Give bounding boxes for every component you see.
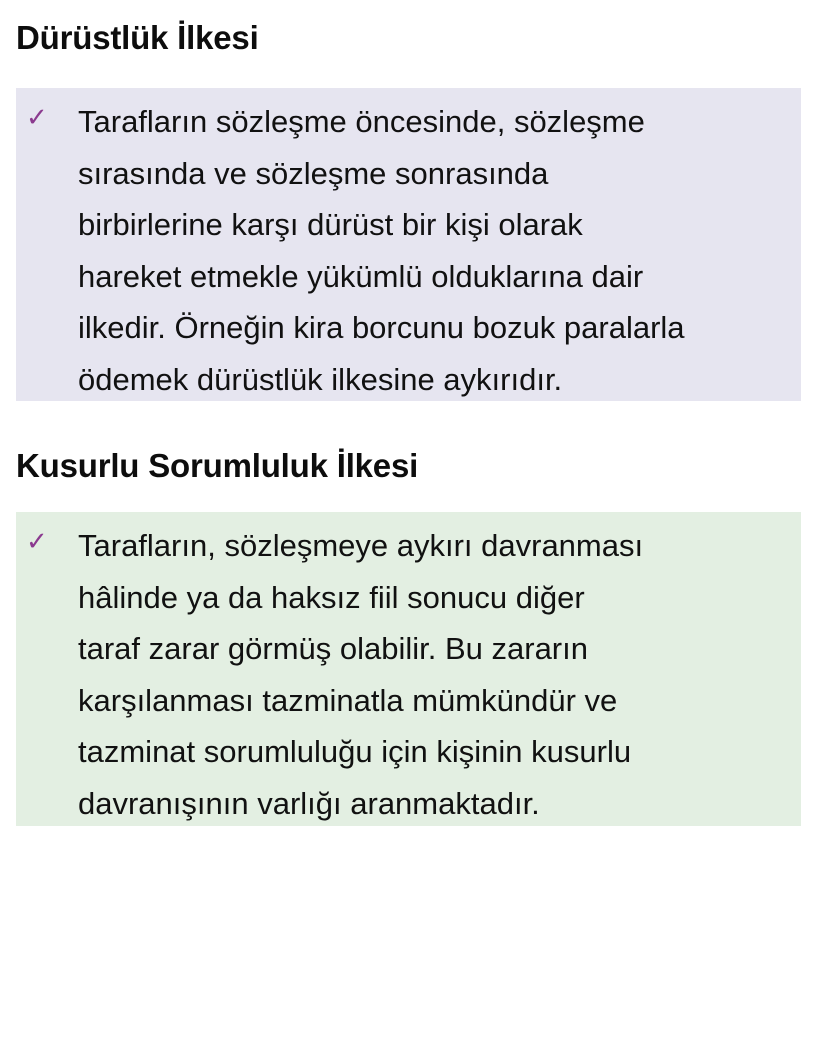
check-icon: ✓ xyxy=(26,526,48,556)
section-title-durustluk: Dürüstlük İlkesi xyxy=(16,19,259,56)
text-line: ödemek dürüstlük ilkesine aykırıdır. xyxy=(78,361,563,397)
text-line: hareket etmekle yükümlü olduklarına dair xyxy=(78,258,644,294)
text-line: Tarafların, sözleşmeye aykırı davranması xyxy=(78,528,644,563)
text-line: karşılanması tazminatla mümkündür ve xyxy=(78,682,618,718)
kusurlu-sorumluluk-description xyxy=(78,520,798,830)
text-line: sırasında ve sözleşme sonrasında xyxy=(78,155,549,191)
text-line: birbirlerine karşı dürüst bir kişi olarak xyxy=(78,207,583,243)
text-line: taraf zarar görmüş olabilir. Bu zararın xyxy=(78,631,588,667)
section-title-kusurlu-sorumluluk: Kusurlu Sorumluluk İlkesi xyxy=(16,447,419,484)
text-line: Tarafların sözleşme öncesinde, sözleşme xyxy=(78,104,645,139)
durustluk-info-box xyxy=(16,88,801,401)
kusurlu-sorumluluk-info-box xyxy=(16,512,801,826)
durustluk-description xyxy=(78,96,798,406)
check-icon: ✓ xyxy=(26,102,48,132)
text-line: tazminat sorumluluğu için kişinin kusurlu xyxy=(78,734,632,770)
text-line: davranışının varlığı aranmaktadır. xyxy=(78,785,540,821)
text-line: ilkedir. Örneğin kira borcunu bozuk paralarla xyxy=(78,310,685,346)
text-line: hâlinde ya da haksız fiil sonucu diğer xyxy=(78,579,585,615)
